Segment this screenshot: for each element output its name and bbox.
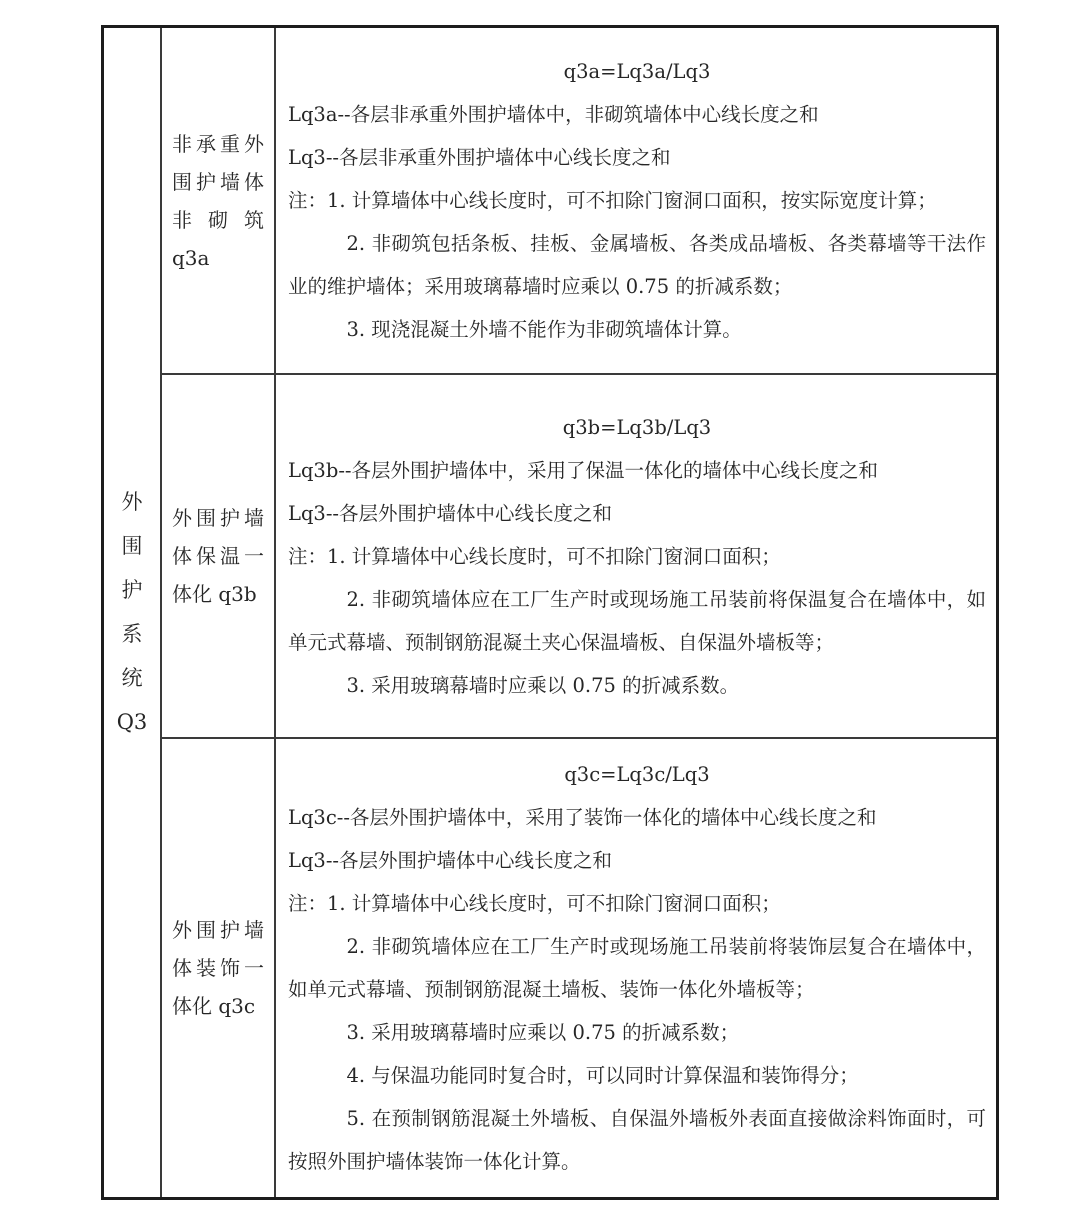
row-label-q3c-lines	[172, 911, 264, 1025]
label-line-code: q3a	[172, 245, 210, 270]
row-label-q3a-lines	[172, 125, 264, 277]
row-content-q3c	[276, 739, 996, 1197]
label-line: 非砌筑	[172, 207, 264, 232]
group-header-char: 围	[121, 534, 143, 558]
row-label-q3b-lines	[172, 499, 264, 613]
note-item-1: 注：1. 计算墙体中心线长度时，可不扣除门窗洞口面积；	[288, 544, 781, 568]
row-label-q3a	[162, 28, 276, 375]
note-item-4: 4. 与保温功能同时复合时，可以同时计算保温和装饰得分；	[346, 1064, 859, 1087]
label-line-code: 体化 q3b	[172, 582, 257, 606]
label-line: 围护墙体	[172, 169, 264, 194]
label-line: 非承重外	[172, 131, 264, 156]
group-header-char: 护	[121, 578, 143, 602]
group-header-envelope-system-q3	[104, 28, 162, 1197]
definition-lq3: Lq3--各层非承重外围护墙体中心线长度之和	[288, 146, 671, 169]
group-header-char: 统	[121, 666, 143, 690]
note-item-3: 3. 现浇混凝土外墙不能作为非砌筑墙体计算。	[346, 318, 742, 341]
formula-q3b: q3b=Lq3b/Lq3	[562, 415, 712, 439]
note-item-2: 2. 非砌筑包括条板、挂板、金属墙板、各类成品墙板、各类幕墙等干法作业的维护墙体；采用玻璃幕墙时应乘以 0.75 的折减系数；	[288, 232, 986, 298]
formula-q3a: q3a=Lq3a/Lq3	[563, 60, 711, 83]
note-item-1: 注：1. 计算墙体中心线长度时，可不扣除门窗洞口面积，按实际宽度计算；	[288, 189, 937, 212]
definition-lq3c: Lq3c--各层外围护墙体中，采用了装饰一体化的墙体中心线长度之和	[288, 806, 877, 829]
group-header-char: 系	[121, 622, 143, 646]
label-line: 体装饰一	[172, 956, 264, 980]
note-item-5: 5. 在预制钢筋混凝土外墙板、自保温外墙板外表面直接做涂料饰面时，可按照外围护墙体装饰一体化计算。	[288, 1107, 986, 1173]
label-line: 体保温一	[172, 544, 264, 568]
envelope-system-score-table	[101, 25, 999, 1200]
group-header-char: 外	[121, 490, 143, 514]
group-header-code-q3: Q3	[116, 710, 148, 734]
row-label-q3c	[162, 739, 276, 1197]
note-item-3: 3. 采用玻璃幕墙时应乘以 0.75 的折减系数；	[346, 1021, 740, 1044]
label-line-code: 体化 q3c	[172, 994, 256, 1018]
note-item-2: 2. 非砌筑墙体应在工厂生产时或现场施工吊装前将装饰层复合在墙体中，如单元式幕墙、预制钢筋混凝土墙板、装饰一体化外墙板等；	[288, 935, 986, 1001]
row-content-q3b	[276, 375, 996, 739]
definition-lq3b: Lq3b--各层外围护墙体中，采用了保温一体化的墙体中心线长度之和	[288, 458, 878, 482]
note-item-1: 注：1. 计算墙体中心线长度时，可不扣除门窗洞口面积；	[288, 892, 781, 915]
formula-q3c: q3c=Lq3c/Lq3	[564, 763, 710, 786]
row-content-q3a	[276, 28, 996, 375]
note-item-2: 2. 非砌筑墙体应在工厂生产时或现场施工吊装前将保温复合在墙体中，如单元式幕墙、预制钢筋混凝土夹心保温墙板、自保温外墙板等；	[288, 587, 986, 654]
row-label-q3b	[162, 375, 276, 739]
definition-lq3: Lq3--各层外围护墙体中心线长度之和	[288, 849, 613, 872]
note-item-3: 3. 采用玻璃幕墙时应乘以 0.75 的折减系数。	[346, 673, 740, 697]
definition-lq3: Lq3--各层外围护墙体中心线长度之和	[288, 501, 613, 525]
definition-lq3a: Lq3a--各层非承重外围护墙体中，非砌筑墙体中心线长度之和	[288, 103, 819, 126]
label-line: 外围护墙	[172, 918, 264, 942]
label-line: 外围护墙	[172, 506, 264, 530]
